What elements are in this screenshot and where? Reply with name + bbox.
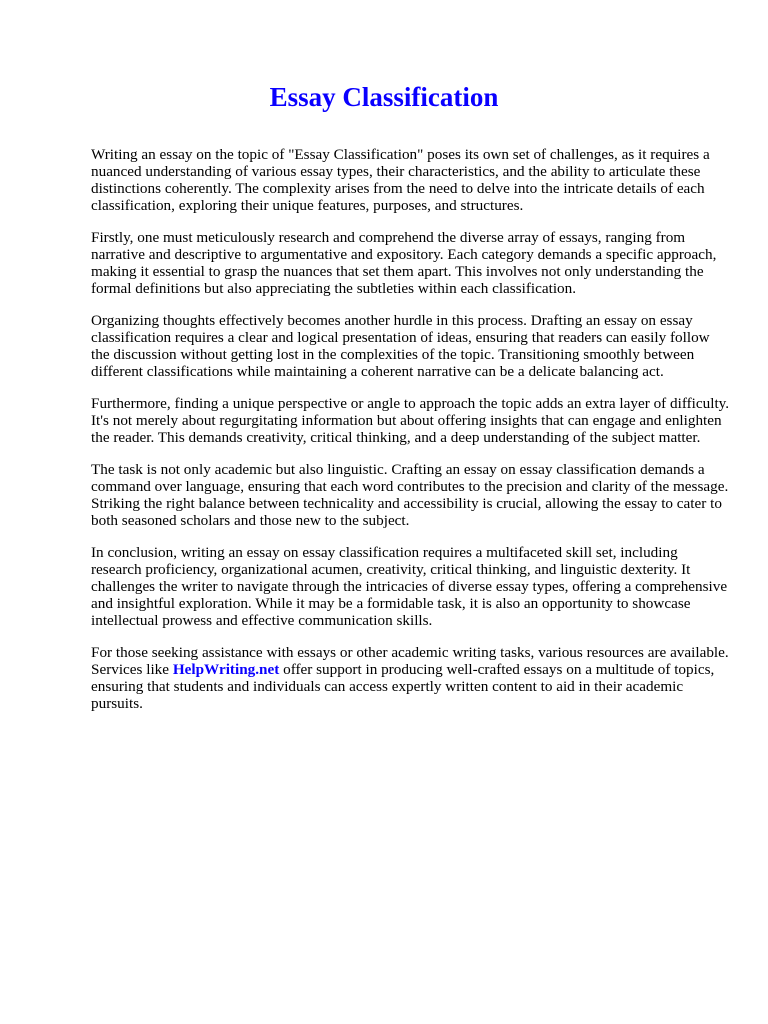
- paragraph-7-after-link: offer support in producing well-crafted essays on a multitude of topics, ensuring that students and individuals can access expertly written content to aid in their academic pursuits.: [91, 661, 715, 712]
- document-title: Essay Classification: [269, 82, 499, 112]
- paragraph-6: In conclusion, writing an essay on essay classification requires a multifaceted skill set, including research proficiency, organizational acumen, creativity, critical thinking, and linguistic dexterity. It challenges the writer to navigate through the intricacies of diverse essay types, offering a comprehensive and insightful exploration. While it may be a formidable task, it is also an opportunity to showcase intellectual prowess and effective communication skills.: [91, 544, 728, 629]
- paragraph-1: Writing an essay on the topic of "Essay Classification" poses its own set of challenges, as it requires a nuanced understanding of various essay types, their characteristics, and the ability to articulate these distinctions coherently. The complexity arises from the need to delve into the intricate details of each classification, exploring their unique features, purposes, and structures.: [91, 146, 710, 214]
- helpwriting-link[interactable]: HelpWriting.net: [172, 661, 280, 678]
- paragraph-3: Organizing thoughts effectively becomes another hurdle in this process. Drafting an essay on essay classification requires a clear and logical presentation of ideas, ensuring that readers can easily follow the discussion without getting lost in the complexities of the topic. Transitioning smoothly between different classifications while maintaining a coherent narrative can be a delicate balancing act.: [91, 312, 710, 380]
- paragraph-7: [91, 644, 731, 712]
- paragraph-2: Firstly, one must meticulously research and comprehend the diverse array of essays, ranging from narrative and descriptive to argumentative and expository. Each category demands a specific approach, making it essential to grasp the nuances that set them apart. This involves not only understanding the formal definitions but also appreciating the subtleties within each classification.: [91, 229, 717, 297]
- paragraph-4: Furthermore, finding a unique perspective or angle to approach the topic adds an extra layer of difficulty. It's not merely about regurgitating information but about offering insights that can engage and enlighten the reader. This demands creativity, critical thinking, and a deep understanding of the subject matter.: [91, 395, 730, 446]
- document-body: [91, 146, 731, 727]
- paragraph-7-before-link: For those seeking assistance with essays or other academic writing tasks, various resources are available. Services like: [91, 644, 729, 678]
- paragraph-5: The task is not only academic but also linguistic. Crafting an essay on essay classification demands a command over language, ensuring that each word contributes to the precision and clarity of the message. Striking the right balance between technicality and accessibility is crucial, allowing the essay to cater to both seasoned scholars and those new to the subject.: [91, 461, 729, 529]
